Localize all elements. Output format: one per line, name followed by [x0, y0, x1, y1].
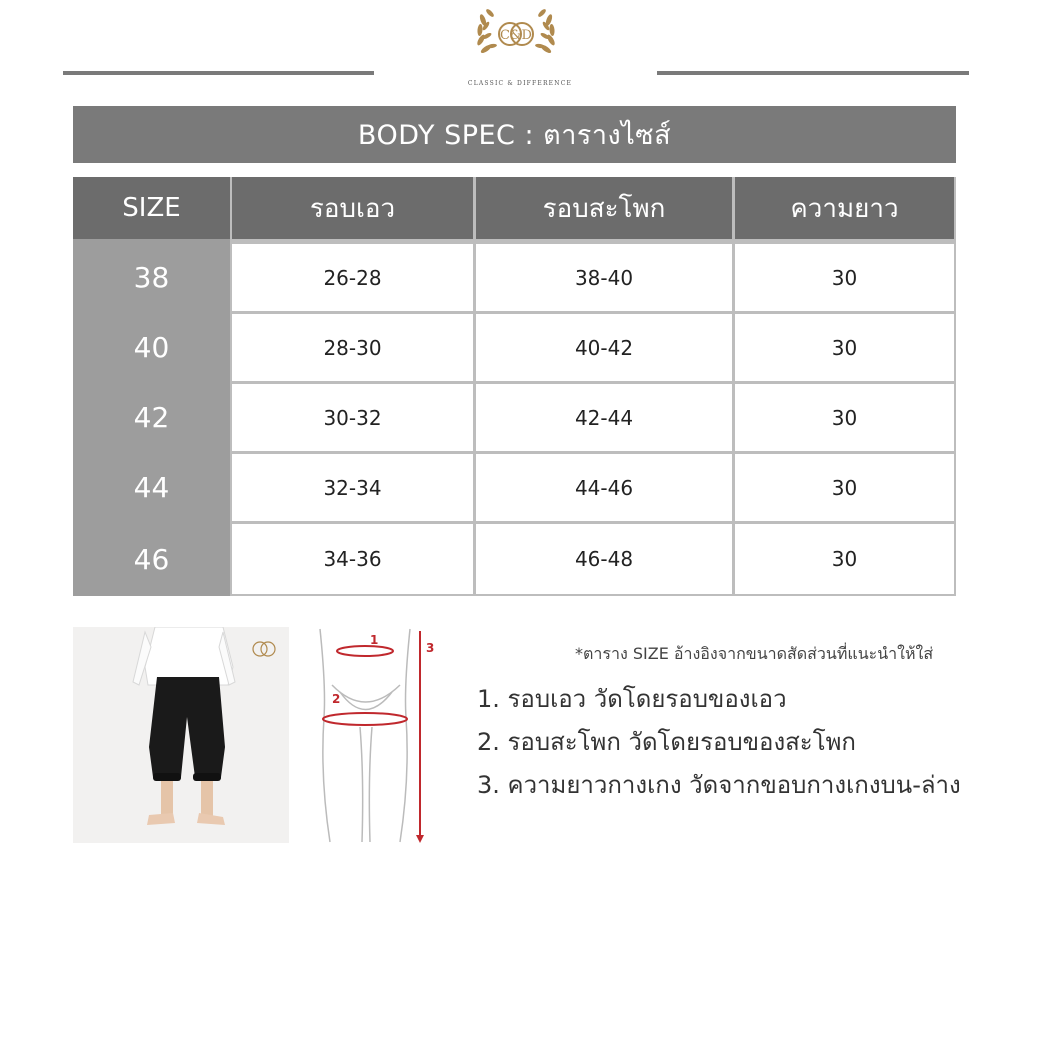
length-cell: 30	[735, 314, 954, 381]
size-cell: 44	[73, 454, 230, 521]
size-cell: 46	[73, 524, 230, 594]
product-photo	[73, 627, 289, 843]
brand-name: CLASSIC & DIFFERENCE	[467, 80, 573, 87]
diagram-label-2: 2	[332, 692, 341, 706]
hip-cell: 42-44	[476, 384, 732, 451]
instruction-hip: 2. รอบสะโพก วัดโดยรอบของสะโพก	[477, 728, 856, 756]
size-cell: 38	[73, 244, 230, 311]
header-divider-right	[657, 71, 969, 75]
diagram-label-1: 1	[370, 633, 379, 647]
length-cell: 30	[735, 524, 954, 594]
header-size: SIZE	[73, 177, 230, 239]
size-table	[73, 177, 956, 596]
hip-cell: 46-48	[476, 524, 732, 594]
header-length: ความยาว	[735, 177, 954, 239]
logo-monogram: C&D	[500, 28, 532, 43]
waist-cell: 28-30	[232, 314, 473, 381]
header-hip: รอบสะโพก	[476, 177, 732, 239]
size-cell: 40	[73, 314, 230, 381]
size-note: *ตาราง SIZE อ้างอิงจากขนาดสัดส่วนที่แนะนำให้ใส่	[575, 644, 934, 663]
waist-cell: 34-36	[232, 524, 473, 594]
length-cell: 30	[735, 244, 954, 311]
hip-cell: 38-40	[476, 244, 732, 311]
header-divider-left	[63, 71, 374, 75]
length-cell: 30	[735, 454, 954, 521]
waist-cell: 30-32	[232, 384, 473, 451]
diagram-label-3: 3	[426, 641, 435, 655]
hip-cell: 44-46	[476, 454, 732, 521]
waist-cell: 32-34	[232, 454, 473, 521]
instruction-length: 3. ความยาวกางเกง วัดจากขอบกางเกงบน-ล่าง	[477, 771, 961, 799]
page-title: BODY SPEC : ตารางไซส์	[73, 106, 956, 163]
waist-cell: 26-28	[232, 244, 473, 311]
hip-cell: 40-42	[476, 314, 732, 381]
instruction-waist: 1. รอบเอว วัดโดยรอบของเอว	[477, 685, 787, 713]
header-waist: รอบเอว	[232, 177, 473, 239]
length-cell: 30	[735, 384, 954, 451]
size-cell: 42	[73, 384, 230, 451]
brand-logo	[470, 5, 562, 65]
measurement-diagram	[300, 627, 440, 847]
